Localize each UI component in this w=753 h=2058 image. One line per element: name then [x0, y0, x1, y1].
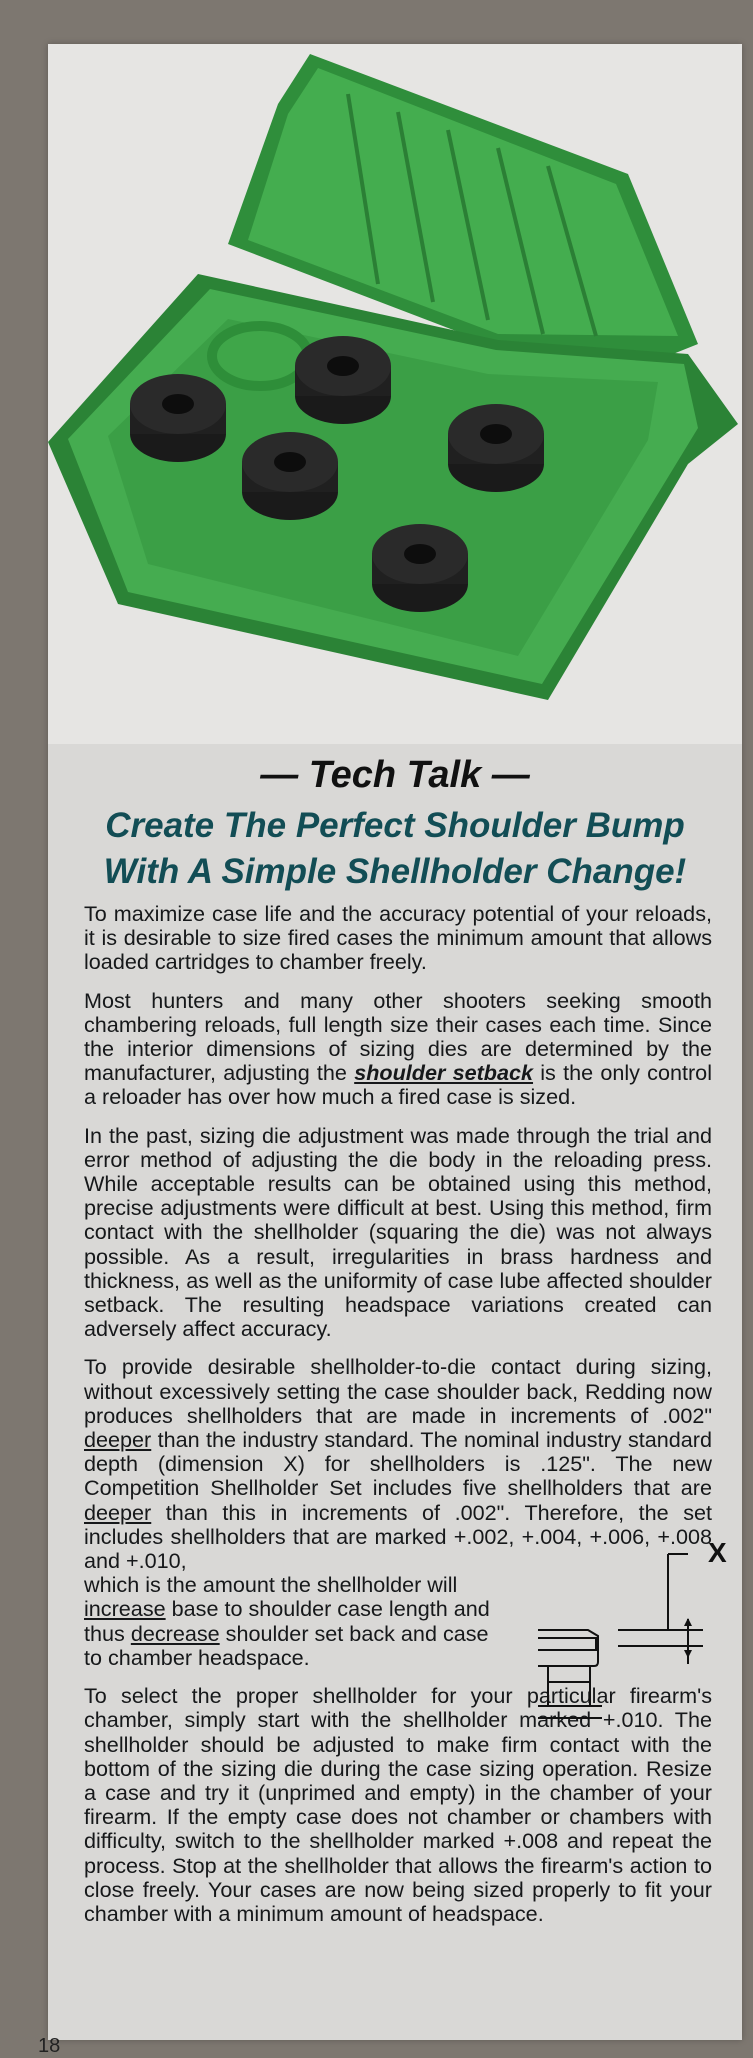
article-header: [48, 754, 742, 895]
headline: [48, 803, 742, 895]
paragraph-1: To maximize case life and the accuracy potential of your reloads, it is desirable to size fired cases the minimum amount that allows loaded cartridges to chamber freely.: [84, 901, 712, 975]
headline-line-1: Create The Perfect Shoulder Bump: [105, 806, 685, 845]
headline-line-2: With A Simple Shellholder Change!: [103, 852, 687, 891]
article-body: [84, 902, 712, 1940]
paragraph-4: To provide desirable shellholder-to-die contact during sizing, without excessively setting the case shoulder back, Redding now produces shellholders that are made in increments of .002" deeper than the industry standard. The nominal industry standard depth (dimension X) for shellholders is .125". The new Competition Shellholder Set includes five shellholders that are deeper than this in increments of .002". Therefore, the set includes shellholders that are marked +.002, +.004, +.006, +.008 and +.010,: [84, 1354, 712, 1574]
paragraph-2: Most hunters and many other shooters seeking smooth chambering reloads, full length size their cases each time. Since the interior dimensions of sizing dies are determined by the manufacturer, adjusting the shoulder setback is the only control a reloader has over how much a fired case is sized.: [84, 987, 712, 1110]
dimension-x-label: X: [708, 1537, 727, 1568]
shoulder-setback-term: shoulder setback: [354, 1060, 534, 1086]
paragraph-3: In the past, sizing die adjustment was made through the trial and error method of adjusting the die body in the reloading press. While acceptable results can be obtained using this method, precise adjustments were difficult at best. Using this method, firm contact with the shellholder (squaring the die) was not always possible. As a result, irregularities in brass hardness and thickness, as well as the uniformity of case lube affected shoulder setback. The resulting headspace variations created can adversely affect accuracy.: [84, 1122, 712, 1342]
page-number: 18: [38, 2035, 61, 2057]
paragraph-5: To select the proper shellholder for your particular firearm's chamber, simply start with the shellholder marked +.010. The shellholder should be adjusted to make firm contact with the bottom of the sizing die during the case sizing operation. Resize a case and try it (unprimed and empty) in the chamber of your firearm. If the empty case does not chamber or chambers with difficulty, switch to the shellholder marked +.008 and repeat the process. Stop at the shellholder that allows the firearm's action to close freely. Your cases are now being sized properly to fit your chamber with a minimum amount of headspace.: [84, 1683, 712, 1926]
paragraph-4-continued: which is the amount the shellholder will increase base to shoulder case length and thus decrease shoulder set back and case to chamber headspace.: [84, 1572, 490, 1670]
tech-talk-kicker: — Tech Talk —: [260, 754, 530, 796]
shellholder-set-photo: [48, 44, 742, 744]
shellholder-dimension-diagram: [538, 1534, 748, 1744]
catalog-page: [48, 44, 742, 2040]
